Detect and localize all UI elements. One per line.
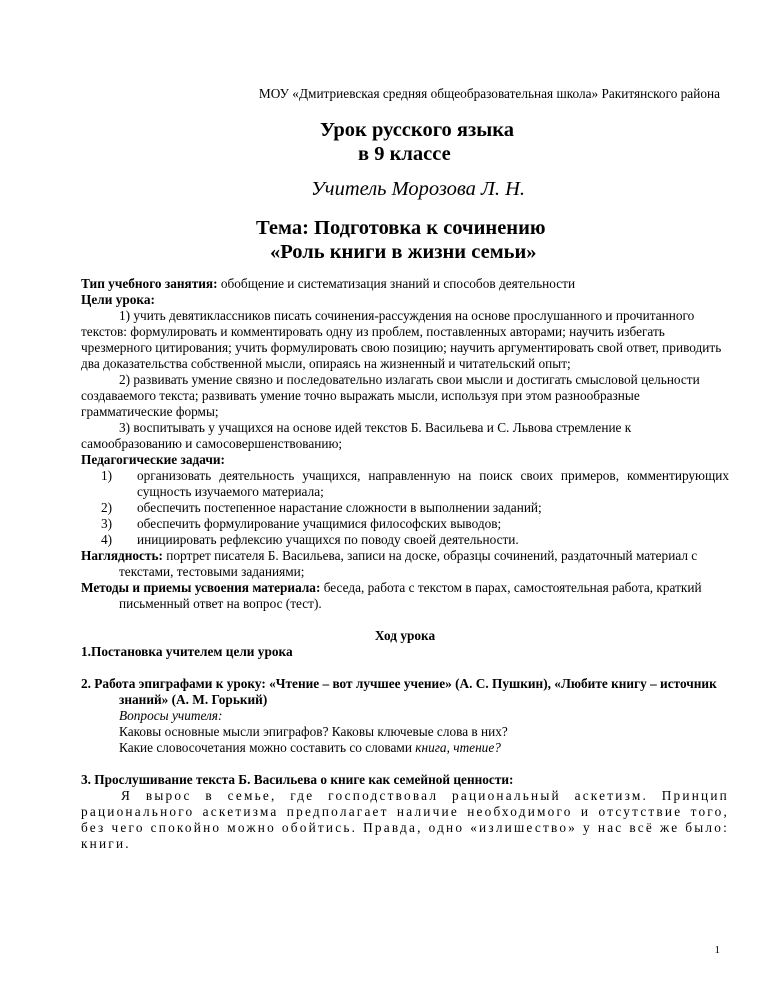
teacher-name: Учитель Морозова Л. Н. [311, 178, 526, 200]
task-item-3 [81, 516, 729, 532]
lesson-type-text: обобщение и систематизация знаний и способов деятельности [217, 276, 576, 291]
tasks-list [81, 468, 729, 548]
lesson-title-line1: Урок русского языка [320, 119, 514, 141]
tasks-label: Педагогические задачи: [81, 452, 225, 467]
visual-aids [81, 548, 729, 580]
methods-label: Методы и приемы усвоения материала: [81, 580, 321, 595]
task-number: 2) [101, 500, 113, 515]
goal-item-2: 2) развивать умение связно и последовательно излагать свои мысли и достигать смысловой цельности создаваемого текста; развивать умение точно выражать мысли, используя при этом разнообразные грамматические формы; [81, 372, 700, 419]
task-text: организовать деятельность учащихся, направленную на поиск своих примеров, комментирующих сущность изучаемого материала; [137, 468, 729, 499]
visual-aids-text: портрет писателя Б. Васильева, записи на доске, образцы сочинений, раздаточный материал с текстами, тестовыми заданиями; [119, 548, 698, 579]
lesson-topic-line2: «Роль книги в жизни семьи» [270, 241, 537, 263]
teacher-questions-label: Вопросы учителя: [119, 708, 223, 723]
goals-label: Цели урока: [81, 292, 155, 307]
methods [81, 580, 729, 612]
task-number: 1) [101, 468, 113, 483]
task-item-2 [81, 500, 729, 516]
methods-text: беседа, работа с текстом в парах, самостоятельная работа, краткий письменный ответ на вопрос (тест). [119, 580, 702, 611]
task-item-1 [81, 468, 729, 500]
task-number: 4) [101, 532, 113, 547]
lesson-type-label: Тип учебного занятия: [81, 276, 218, 291]
lesson-title-line2: в 9 классе [358, 143, 451, 165]
lesson-type [81, 276, 729, 292]
lesson-flow-heading: Ход урока [374, 628, 436, 643]
task-text: инициировать рефлексию учащихся по поводу своей деятельности. [137, 532, 519, 547]
teacher-question-2-text: Какие словосочетания можно составить со словами [119, 740, 416, 755]
task-text: обеспечить формулирование учащимися философских выводов; [137, 516, 502, 531]
teacher-question-2-words: книга, чтение? [415, 740, 501, 755]
step3-heading: 3. Прослушивание текста Б. Васильева о книге как семейной ценности: [81, 772, 514, 787]
step3-text: Я вырос в семье, где господствовал рациональный аскетизм. Принцип рационального аскетизма предполагает наличие необходимого и отсутствие того, без чего спокойно можно обойтись. Правда, одно «излишество» у нас всё же было: книги. [81, 788, 729, 851]
teacher-question-2 [81, 740, 729, 756]
teacher-question-1: Каковы основные мысли эпиграфов? Каковы ключевые слова в них? [119, 724, 508, 739]
page-number: 1 [714, 944, 720, 956]
goal-item-3: 3) воспитывать у учащихся на основе идей текстов Б. Васильева и С. Львова стремление к самообразованию и самосовершенствованию; [81, 420, 632, 451]
lesson-title [320, 118, 514, 166]
goal-item-1: 1) учить девятиклассников писать сочинения-рассуждения на основе прослушанного и прочитанного текстов: формулировать и комментировать одну из проблем, поставленных авторами; научить избегать чрезмерного цитирования; учить формулировать свою позицию; научить аргументировать свой ответ, приводить два доказательства собственной мысли, опираясь на жизненный и читательский опыт; [81, 308, 722, 371]
visual-aids-label: Наглядность: [81, 548, 163, 563]
lesson-topic [256, 216, 546, 264]
step1-heading: 1.Постановка учителем цели урока [81, 644, 293, 659]
step2-heading: 2. Работа эпиграфами к уроку: «Чтение – вот лучшее учение» (А. С. Пушкин), «Любите книгу – источник знаний» (А. М. Горький) [81, 676, 717, 707]
task-item-4 [81, 532, 729, 548]
task-text: обеспечить постепенное нарастание сложности в выполнении заданий; [137, 500, 542, 515]
document-body [81, 276, 729, 852]
lesson-topic-line1: Тема: Подготовка к сочинению [256, 217, 546, 239]
task-number: 3) [101, 516, 113, 531]
school-name: МОУ «Дмитриевская средняя общеобразовательная школа» Ракитянского района [258, 86, 720, 101]
